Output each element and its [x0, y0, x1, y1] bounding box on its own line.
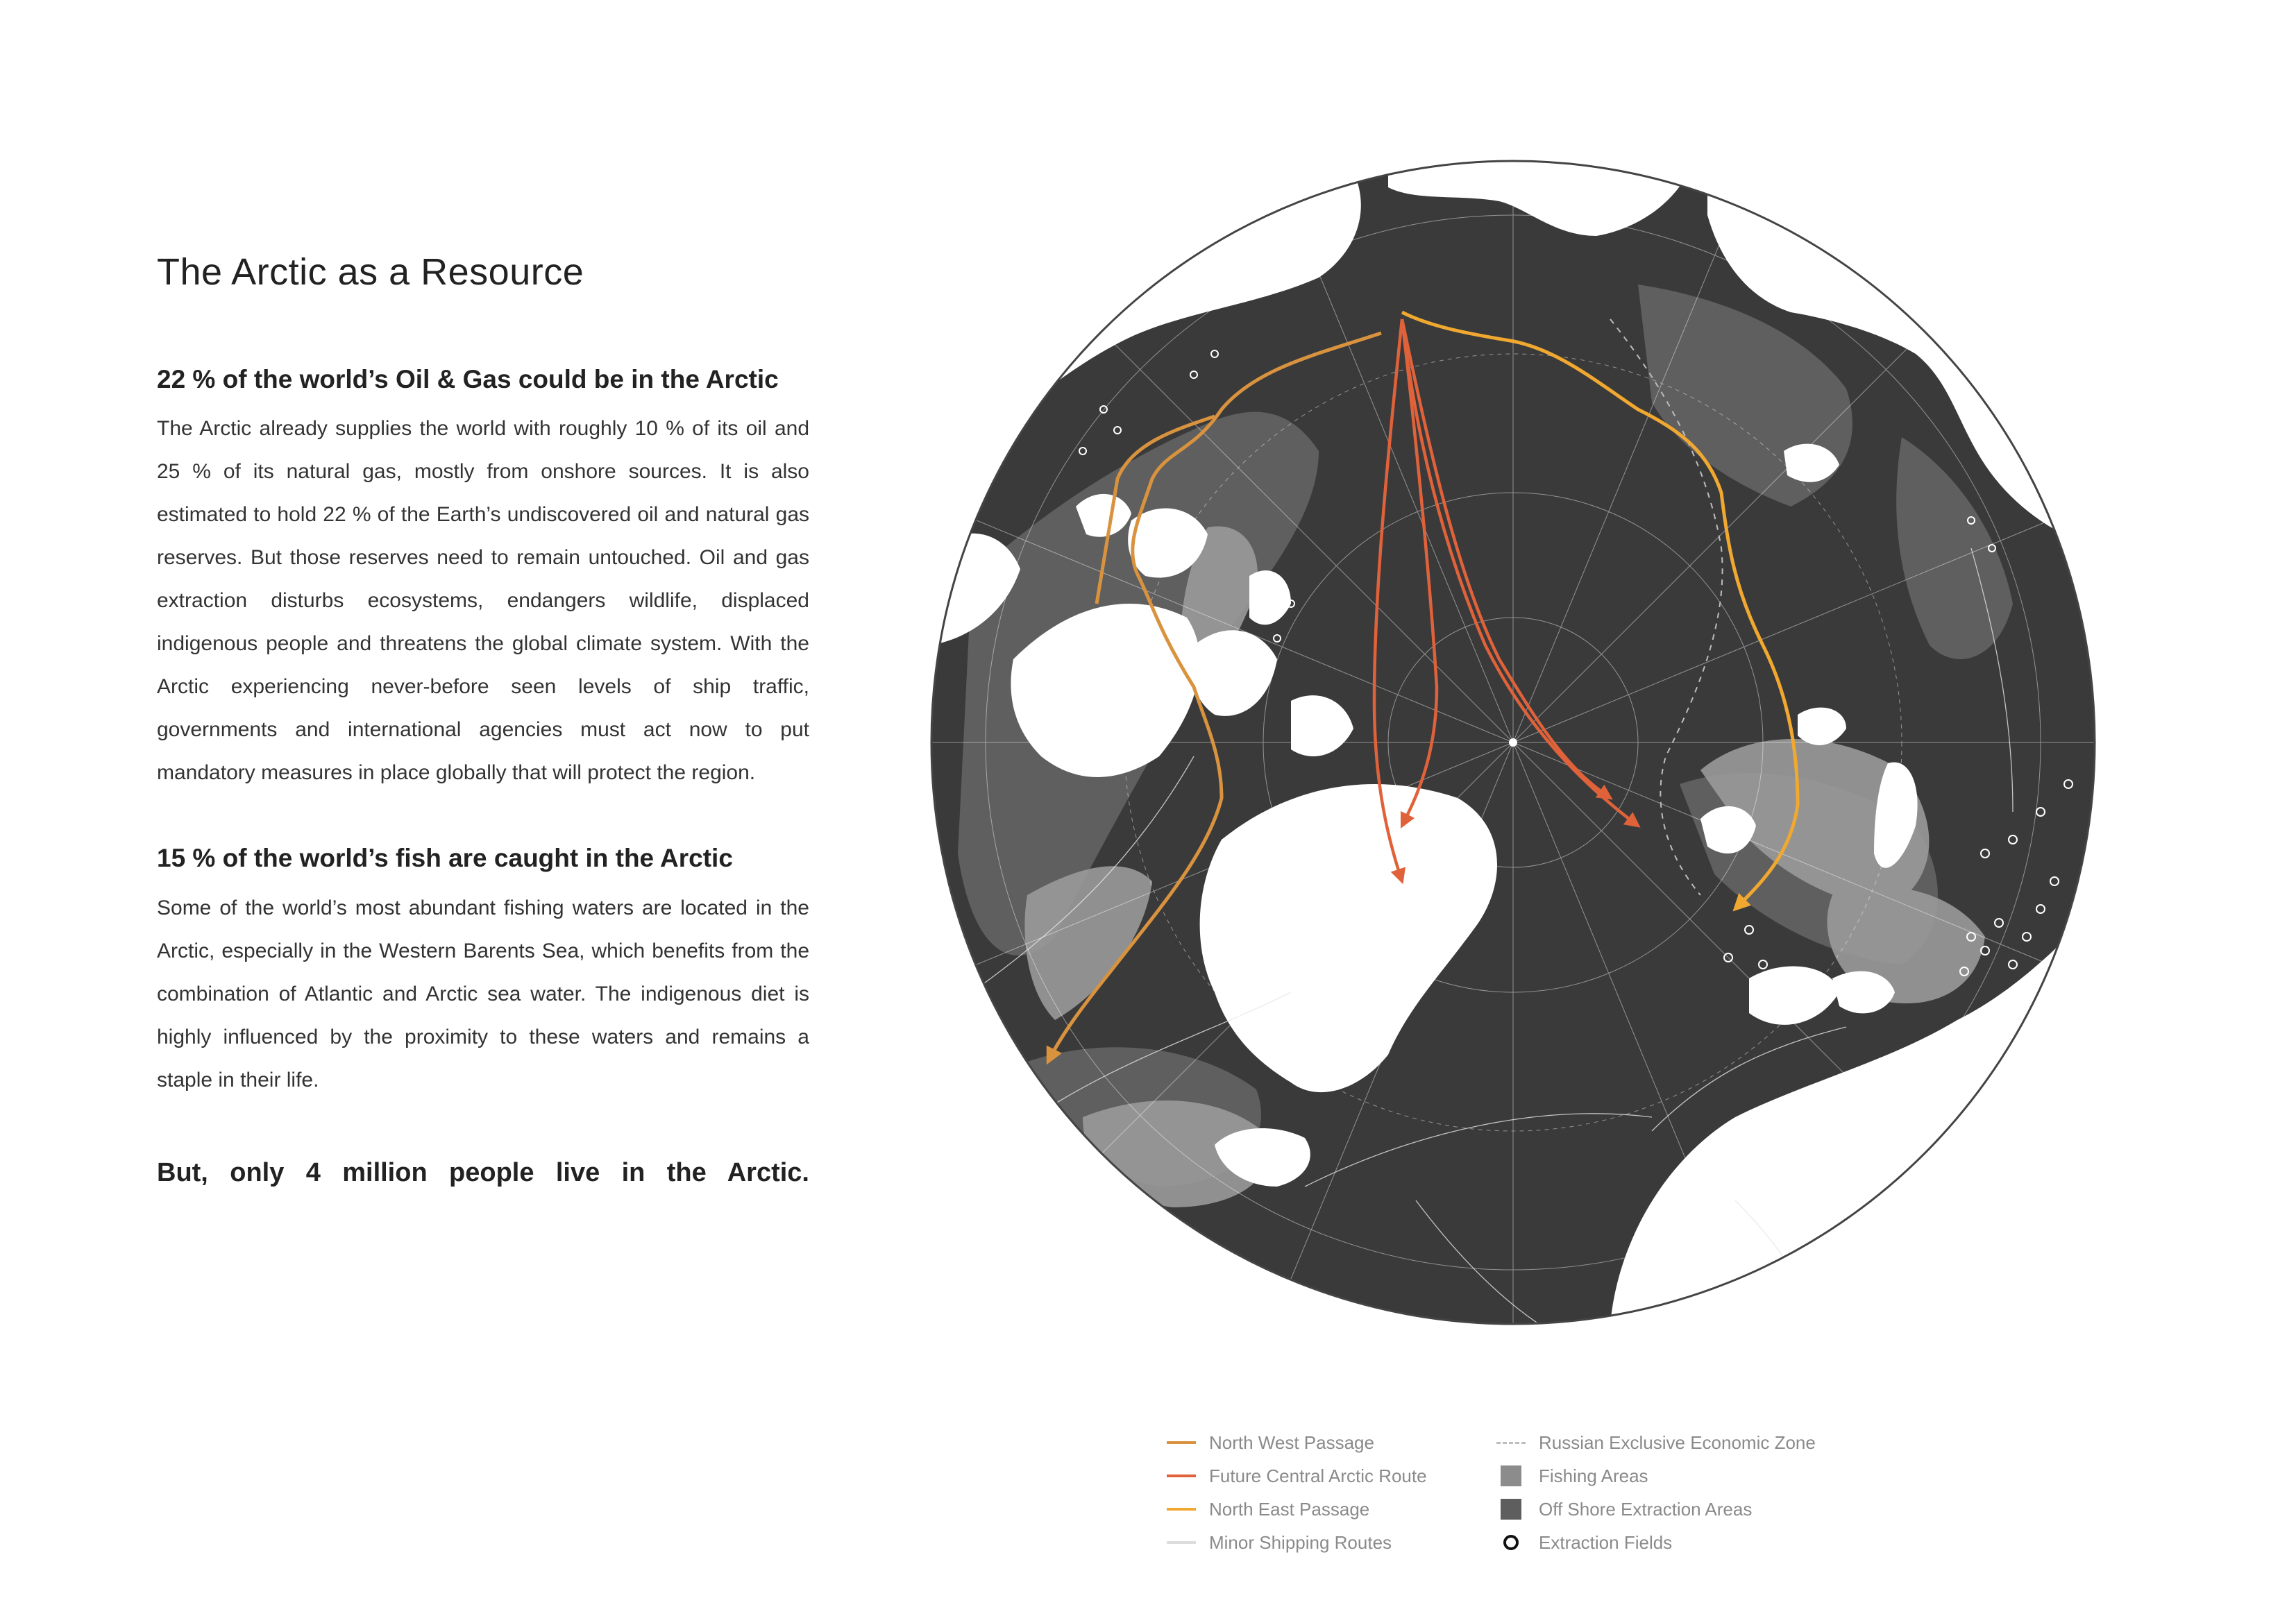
- legend-item-offshore-extraction: [1496, 1493, 1816, 1526]
- section-oil-gas: [157, 364, 809, 794]
- legend-label: Future Central Arctic Route: [1209, 1465, 1427, 1486]
- legend-item-central-arctic-route: [1166, 1459, 1427, 1493]
- route-line-swatch: [1167, 1475, 1196, 1477]
- legend-routes-column: [1166, 1426, 1427, 1559]
- legend-item-north-west-passage: [1166, 1426, 1427, 1459]
- section-heading: 15 % of the world’s fish are caught in the Arctic: [157, 844, 733, 873]
- legend-item-fishing-areas: [1496, 1459, 1816, 1493]
- ring-marker-swatch: [1503, 1535, 1519, 1550]
- north-pole-marker: [1509, 738, 1517, 747]
- section-fish: [157, 843, 809, 1101]
- legend-item-north-east-passage: [1166, 1493, 1427, 1526]
- legend-label: Off Shore Extraction Areas: [1539, 1498, 1753, 1520]
- route-line-swatch: [1167, 1508, 1196, 1511]
- page-title: The Arctic as a Resource: [157, 251, 584, 293]
- legend-label: North East Passage: [1209, 1498, 1370, 1520]
- section-heading: 22 % of the world’s Oil & Gas could be in the Arctic: [157, 364, 779, 393]
- legend-item-minor-shipping-routes: [1166, 1526, 1427, 1559]
- legend-item-russian-eez: [1496, 1426, 1816, 1459]
- route-line-swatch: [1167, 1441, 1196, 1444]
- arctic-map: [930, 160, 2096, 1325]
- section-body: The Arctic already supplies the world with roughly 10 % of its oil and 25 % of its natural gas, mostly from onshore sources. It is also estimated to hold 22 % of the Earth’s undiscovered oil and natural gas reserves. But those reserves need to remain untouched. Oil and gas extraction disturbs ecosystems, endangers wildlife, displaced indigenous people and threatens the global climate system. With the Arctic experiencing never-before seen levels of ship traffic, governments and international agencies must act now to put mandatory measures in place globally that will protect the region.: [157, 417, 809, 785]
- legend-label: Extraction Fields: [1539, 1531, 1673, 1553]
- text-column: [157, 250, 809, 1215]
- legend-areas-column: [1496, 1426, 1816, 1559]
- legend-label: Minor Shipping Routes: [1209, 1531, 1392, 1553]
- legend-label: Fishing Areas: [1539, 1465, 1648, 1486]
- legend-label: North West Passage: [1209, 1431, 1374, 1453]
- closing-statement: But, only 4 million people live in the Arctic.: [157, 1157, 809, 1187]
- fill-box-swatch: [1501, 1465, 1521, 1486]
- section-body: Some of the world’s most abundant fishing waters are located in the Arctic, especially in the Western Barents Sea, which benefits from the combination of Atlantic and Arctic sea water. The indigenous diet is highly influenced by the proximity to these waters and remains a staple in their life.: [157, 896, 809, 1091]
- map-content: [930, 160, 2096, 1325]
- legend-label: Russian Exclusive Economic Zone: [1539, 1431, 1816, 1453]
- map-legend: [1166, 1426, 1860, 1565]
- legend-item-extraction-fields: [1496, 1526, 1816, 1559]
- route-line-swatch: [1167, 1541, 1196, 1544]
- dashed-line-swatch: [1496, 1442, 1526, 1444]
- fill-box-swatch: [1501, 1499, 1521, 1520]
- polar-projection-map: [930, 160, 2096, 1325]
